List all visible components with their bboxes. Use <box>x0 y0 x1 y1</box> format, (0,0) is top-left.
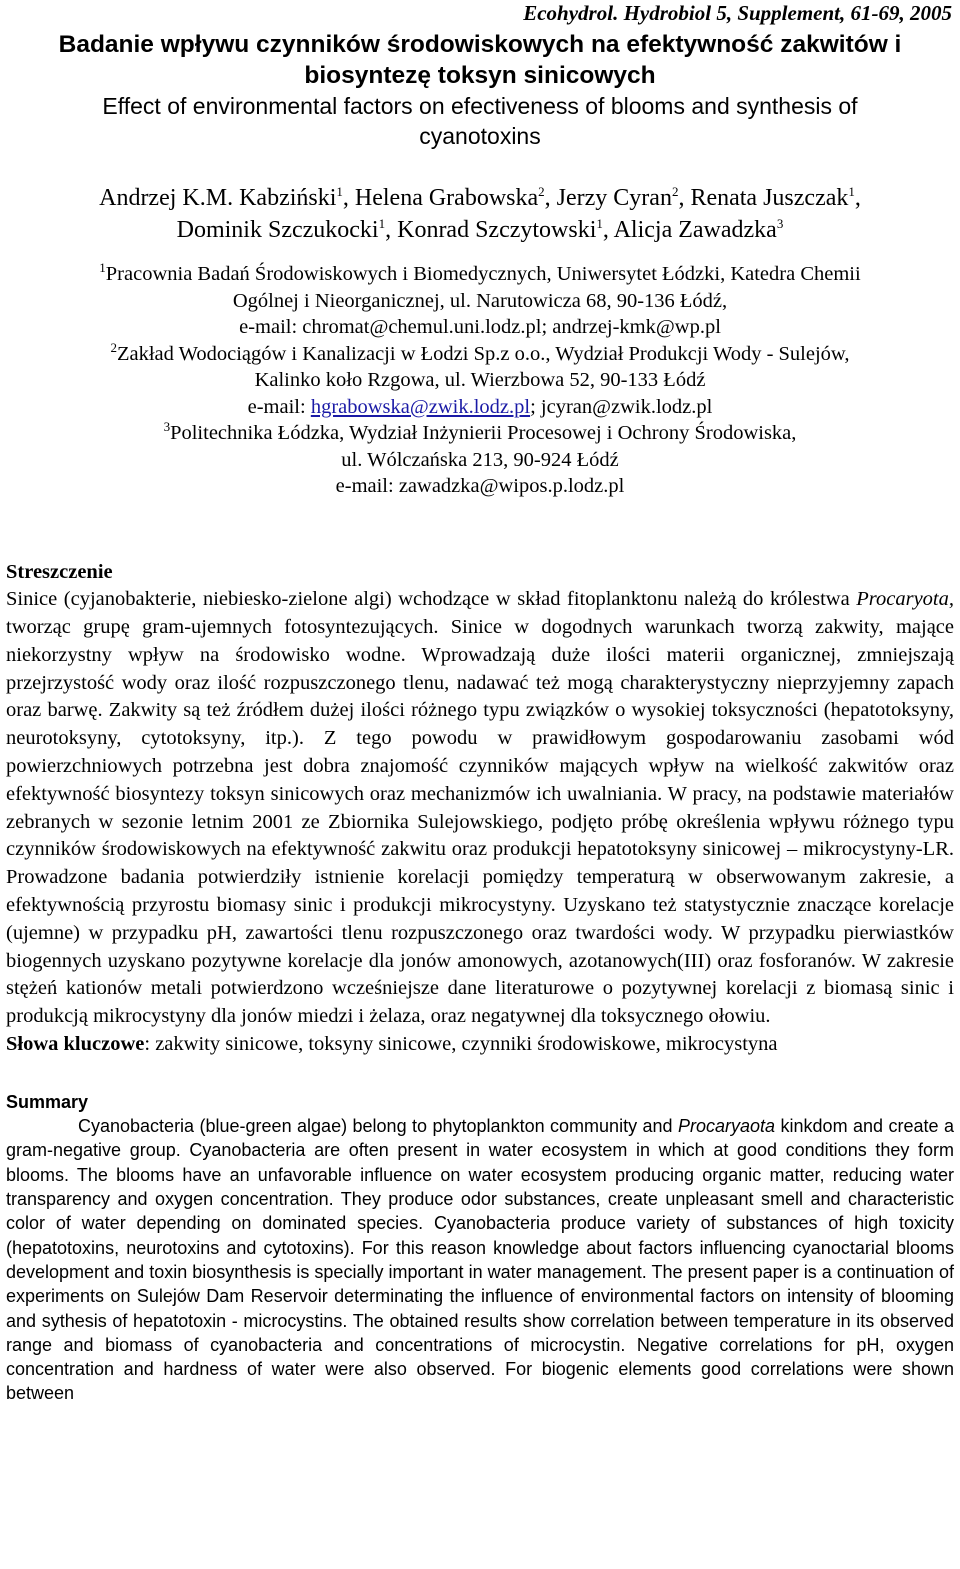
affiliation-3 <box>6 420 954 500</box>
title-polish <box>6 29 954 91</box>
author-affiliation-mark: 1 <box>378 216 386 231</box>
summary-heading: Summary <box>6 1091 89 1112</box>
author-affiliation-mark: 3 <box>776 216 784 231</box>
email-link[interactable]: hgrabowska@zwik.lodz.pl <box>310 395 531 418</box>
affiliation-1-email: e-mail: chromat@chemul.uni.lodz.pl; andrzej-kmk@wp.pl <box>239 316 721 338</box>
author-name: Jerzy Cyran <box>556 185 672 211</box>
title-polish-line-2: biosyntezę toksyn sinicowych <box>304 62 656 89</box>
affiliation-3-email: e-mail: zawadzka@wipos.p.lodz.pl <box>335 475 625 497</box>
journal-citation: Ecohydrol. Hydrobiol 5, Supplement, 61-69, 2005 <box>523 1 952 25</box>
author-affiliation-mark: 1 <box>336 184 343 199</box>
summary-english <box>6 1090 954 1406</box>
author-affiliation-mark: 1 <box>596 216 603 231</box>
affiliations <box>6 261 954 500</box>
summary-italic-term: Procaryaota <box>678 1116 776 1137</box>
author-name: Renata Juszczak <box>690 185 849 211</box>
keywords-label: Słowa kluczowe <box>6 1033 145 1056</box>
affiliation-1-line-2: Ogólnej i Nieorganicznej, ul. Narutowicza 68, 90-136 Łódź, <box>232 289 728 312</box>
keywords-text: : zakwity sinicowe, toksyny sinicowe, czynniki środowiskowe, mikrocystyna <box>144 1033 778 1056</box>
author-line-1: Andrzej K.M. Kabziński$^1$, Helena Grabowska$^2$, Jerzy Cyran$^2$, Renata Juszczak$^1$, <box>99 184 861 211</box>
affiliation-3-line-1: $^3$Politechnika Łódzka, Wydział Inżynierii Procesowej i Ochrony Środowiska, <box>163 419 797 444</box>
abstract-italic-term: Procaryota, <box>856 588 954 611</box>
abstract-polish <box>6 559 954 1059</box>
affiliation-mark: 3 <box>163 419 171 435</box>
keywords <box>6 1031 954 1059</box>
author-name: Helena Grabowska <box>354 185 539 211</box>
author-name: Dominik Szczukocki <box>176 217 379 243</box>
author-name: Alicja Zawadzka <box>613 217 777 243</box>
affiliation-mark: 2 <box>110 339 117 355</box>
affiliation-2-line-2: Kalinko koło Rzgowa, ul. Wierzbowa 52, 90-133 Łódź <box>254 369 706 391</box>
affiliation-2-email: e-mail: hgrabowska@zwik.lodz.pl; jcyran@zwik.lodz.pl <box>247 395 713 418</box>
affiliation-2-line-1: $^2$Zakład Wodociągów i Kanalizacji w Łodzi Sp.z o.o., Wydział Produkcji Wody - Sulejów, <box>110 339 850 365</box>
abstract-heading: Streszczenie <box>6 560 113 583</box>
title-english-line-1: Effect of environmental factors on efectiveness of blooms and synthesis of <box>102 93 858 119</box>
abstract-body: Sinice (cyjanobakterie, niebiesko-zielone algi) wchodzące w skład fitoplanktonu należą do królestwa Procaryota, tworząc grupę gram-ujemnych fotosyntezujących. Sinice w dogodnych warunkach tworzą zakwity, mające niekorzystny wpływ na środowisko wodne. Wprowadzają duże ilości materii organicznej, zmniejszają przejrzystość wody oraz ilość rozpuszczonego tlenu, nadawać też mogą charakterystyczny nieprzyjemny zapach oraz barwę. Zakwity są też źródłem dużej ilości różnego typu związków o wysokiej toksyczności (hepatotoksyny, neurotoksyny, cytotoksyny, itp.). Z tego powodu w prawidłowym gospodarowaniu zasobami wód powierzchniowych potrzebna jest dobra znajomość czynników mających wpływ na wielkość zakwitów oraz efektywność biosyntezy toksyn sinicowych oraz mechanizmów ich uwalniania. W pracy, na podstawie materiałów zebranych w sezonie letnim 2001 ze Zbiornika Sulejowskiego, podjęto próbę określenia wpływu różnego typu czynników środowiskowych na efektywność zakwitu oraz produkcji hepatotoksyny sinicowej – mikrocystyny-LR. Prowadzone badania potwierdziły istnienie korelacji pomiędzy temperaturą w obserwowanym zakresie, a efektywnością przyrostu biomasy sinic i produkcji mikrocystyny. Uzyskano też statystycznie znaczące korelacje (ujemne) w przypadku pH, zawartości tlenu rozpuszczonego oraz twardości wody. W przypadku pierwiastków biogennych uzyskano pozytywne korelacje dla jonów amonowych, azotanowych(III) oraz fosforanów. W zakresie stężeń kationów metali potwierdzono wcześniejsze dane literaturowe o pozytywnej korelacji z biomasą sinic i produkcją mikrocystyny dla jonów miedzi i żelaza, oraz negatywnej dla toksycznego ołowiu. <box>6 588 954 1028</box>
summary-body: Cyanobacteria (blue-green algae) belong to phytoplankton community and Procaryaota kinkdom and create a gram-negative group. Cyanobacteria are often present in water ecosystem in which at good conditions they form blooms. The blooms have an unfavorable influence on water ecosystem producing organic matter, reducing water transparency and oxygen concentration. They produce odor substances, create unpleasant smell and characteristic color of water depending on dominated species. Cyanobacteria produce variety of substances of high toxicity (hepatotoxins, neurotoxins and cytotoxins). For this reason knowledge about factors influencing cyanoctarial blooms development and toxin biosynthesis is specially important in water management. The present paper is a continuation of experiments on Sulejów Dam Reservoir determinating the influence of environmental factors on intensity of blooming and sythesis of hepatotoxin - microcystins. The obtained results show correlation between temperature in its observed range and biomass of cyanobacteria and concentrations of microcystin. Negative correlations for pH, oxygen concentration and hardness of water were also observed. For biogenic elements good correlations were shown between <box>6 1116 954 1404</box>
affiliation-1-line-1: $^1$Pracownia Badań Środowiskowych i Biomedycznych, Uniwersytet Łódzki, Katedra Chemii <box>99 260 861 285</box>
affiliation-3-line-2: ul. Wólczańska 213, 90-924 Łódź <box>341 448 619 471</box>
affiliation-1 <box>6 261 954 341</box>
author-name: Andrzej K.M. Kabziński <box>99 185 337 211</box>
author-line-2: Dominik Szczukocki$^1$, Konrad Szczytowski$^1$, Alicja Zawadzka$^3$ <box>176 216 784 243</box>
paper-page <box>6 0 954 1406</box>
title-english <box>6 91 954 151</box>
affiliation-2 <box>6 341 954 421</box>
author-name: Konrad Szczytowski <box>397 217 597 243</box>
author-list <box>6 182 954 246</box>
affiliation-mark: 1 <box>99 260 106 276</box>
author-affiliation-mark: 2 <box>538 184 545 199</box>
author-affiliation-mark: 1 <box>848 184 855 199</box>
title-english-line-2: cyanotoxins <box>419 123 541 149</box>
title-polish-line-1: Badanie wpływu czynników środowiskowych na efektywność zakwitów i <box>58 31 902 58</box>
author-affiliation-mark: 2 <box>671 184 679 199</box>
